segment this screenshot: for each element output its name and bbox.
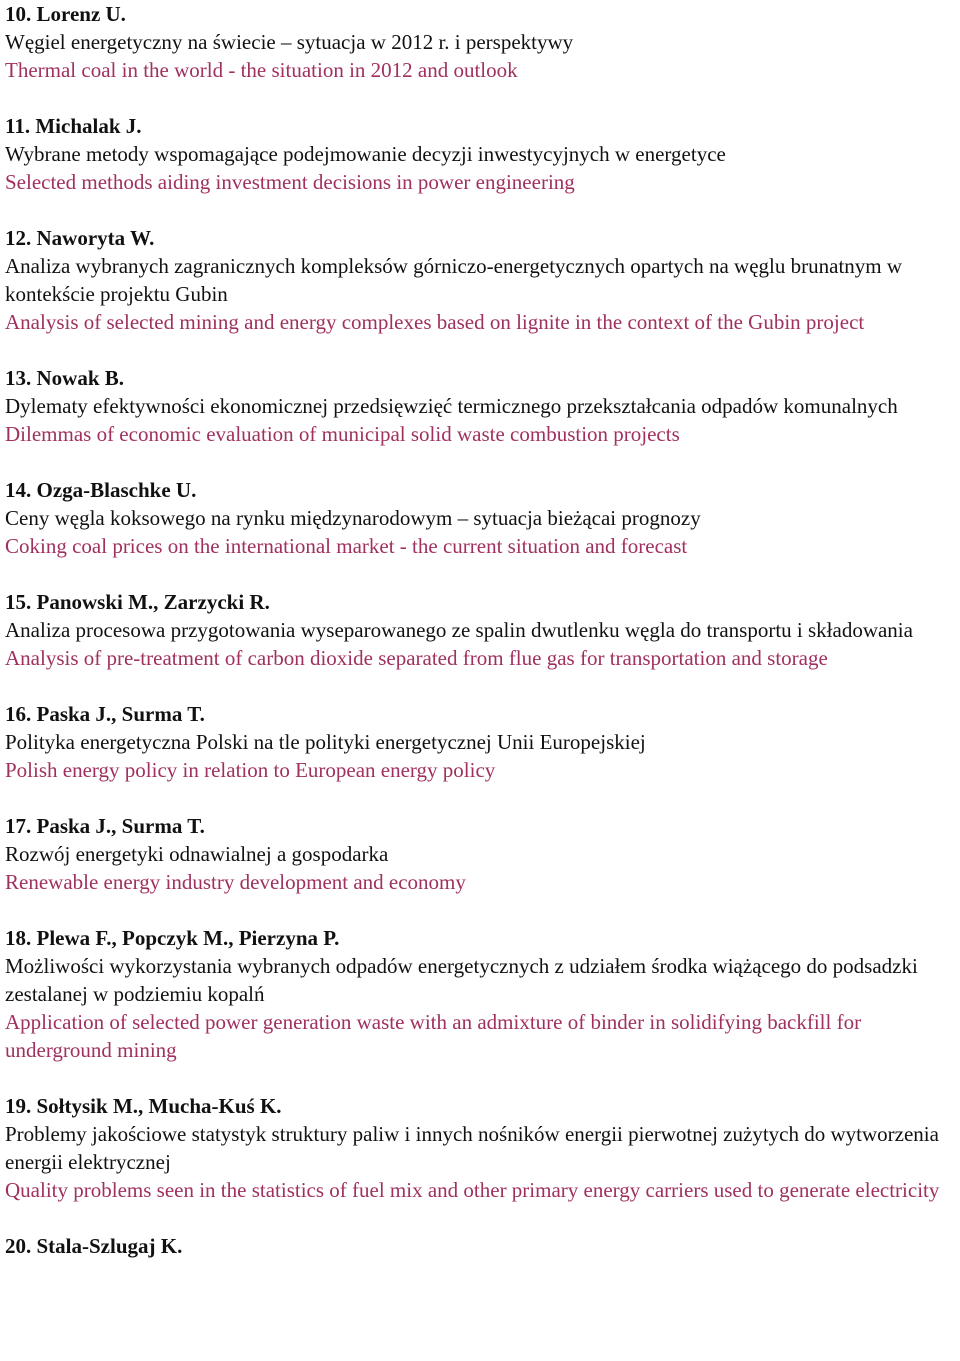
entry-heading bbox=[5, 700, 955, 728]
entry-number: 10. bbox=[5, 2, 32, 26]
entry-title-polish: Dylematy efektywności ekonomicznej przedsięwzięć termicznego przekształcania odpadów komunalnych bbox=[5, 394, 898, 418]
entry-number: 18. bbox=[5, 926, 32, 950]
list-item bbox=[5, 476, 955, 560]
entry-title-polish: Ceny węgla koksowego na rynku międzynarodowym – sytuacja bieżącai prognozy bbox=[5, 506, 701, 530]
list-item bbox=[5, 700, 955, 784]
list-item bbox=[5, 112, 955, 196]
entry-number: 16. bbox=[5, 702, 32, 726]
entry-title-polish: Problemy jakościowe statystyk struktury paliw i innych nośników energii pierwotnej zużytych do wytworzenia energii elektrycznej bbox=[5, 1122, 939, 1174]
entry-title-polish: Polityka energetyczna Polski na tle polityki energetycznej Unii Europejskiej bbox=[5, 730, 646, 754]
entry-number: 15. bbox=[5, 590, 32, 614]
entry-heading bbox=[5, 924, 955, 952]
list-item bbox=[5, 0, 955, 84]
entry-title-polish: Węgiel energetyczny na świecie – sytuacja w 2012 r. i perspektywy bbox=[5, 30, 574, 54]
entry-title-english: Analysis of selected mining and energy complexes based on lignite in the context of the Gubin project bbox=[5, 310, 865, 334]
entry-authors: Nowak B. bbox=[36, 366, 125, 390]
entry-heading bbox=[5, 588, 955, 616]
entry-title-english: Polish energy policy in relation to European energy policy bbox=[5, 758, 496, 782]
entry-heading bbox=[5, 476, 955, 504]
entry-title-polish: Możliwości wykorzystania wybranych odpadów energetycznych z udziałem środka wiążącego do podsadzki zestalanej w podziemiu kopalń bbox=[5, 954, 918, 1006]
entry-heading bbox=[5, 0, 955, 28]
entry-title-polish: Rozwój energetyki odnawialnej a gospodarka bbox=[5, 842, 389, 866]
entry-title-polish: Wybrane metody wspomagające podejmowanie decyzji inwestycyjnych w energetyce bbox=[5, 142, 726, 166]
entry-number: 11. bbox=[5, 114, 31, 138]
entry-number: 19. bbox=[5, 1094, 32, 1118]
entry-title-polish: Analiza wybranych zagranicznych kompleksów górniczo-energetycznych opartych na węglu brunatnym w kontekście projektu Gubin bbox=[5, 254, 903, 306]
entry-authors: Naworyta W. bbox=[36, 226, 155, 250]
entry-heading bbox=[5, 364, 955, 392]
entry-title-english: Dilemmas of economic evaluation of municipal solid waste combustion projects bbox=[5, 422, 680, 446]
list-item bbox=[5, 812, 955, 896]
list-item bbox=[5, 924, 955, 1064]
list-item bbox=[5, 588, 955, 672]
entry-title-english: Quality problems seen in the statistics of fuel mix and other primary energy carriers used to generate electricity bbox=[5, 1178, 940, 1202]
entry-authors: Ozga-Blaschke U. bbox=[36, 478, 197, 502]
list-item bbox=[5, 1092, 955, 1204]
entry-number: 20. bbox=[5, 1234, 32, 1258]
entry-authors: Paska J., Surma T. bbox=[36, 814, 205, 838]
entry-heading bbox=[5, 112, 955, 140]
entry-title-english: Analysis of pre-treatment of carbon dioxide separated from flue gas for transportation and storage bbox=[5, 646, 828, 670]
entry-number: 12. bbox=[5, 226, 32, 250]
entry-number: 17. bbox=[5, 814, 32, 838]
entry-title-english: Thermal coal in the world - the situation in 2012 and outlook bbox=[5, 58, 518, 82]
entry-heading bbox=[5, 1232, 955, 1260]
list-item bbox=[5, 1232, 955, 1260]
entry-title-polish: Analiza procesowa przygotowania wyseparowanego ze spalin dwutlenku węgla do transportu i składowania bbox=[5, 618, 913, 642]
entry-number: 14. bbox=[5, 478, 32, 502]
entry-heading bbox=[5, 224, 955, 252]
entry-authors: Lorenz U. bbox=[36, 2, 126, 26]
entry-authors: Michalak J. bbox=[35, 114, 142, 138]
entry-heading bbox=[5, 1092, 955, 1120]
entry-authors: Sołtysik M., Mucha-Kuś K. bbox=[36, 1094, 282, 1118]
entry-title-english: Renewable energy industry development and economy bbox=[5, 870, 466, 894]
entry-authors: Plewa F., Popczyk M., Pierzyna P. bbox=[36, 926, 340, 950]
entry-title-english: Coking coal prices on the international market - the current situation and forecast bbox=[5, 534, 688, 558]
entry-authors: Stala-Szlugaj K. bbox=[36, 1234, 183, 1258]
entry-heading bbox=[5, 812, 955, 840]
entry-authors: Panowski M., Zarzycki R. bbox=[36, 590, 270, 614]
list-item bbox=[5, 364, 955, 448]
entry-title-english: Application of selected power generation waste with an admixture of binder in solidifying backfill for underground mining bbox=[5, 1010, 862, 1062]
entry-title-english: Selected methods aiding investment decisions in power engineering bbox=[5, 170, 575, 194]
list-item bbox=[5, 224, 955, 336]
entry-authors: Paska J., Surma T. bbox=[36, 702, 205, 726]
entry-number: 13. bbox=[5, 366, 32, 390]
